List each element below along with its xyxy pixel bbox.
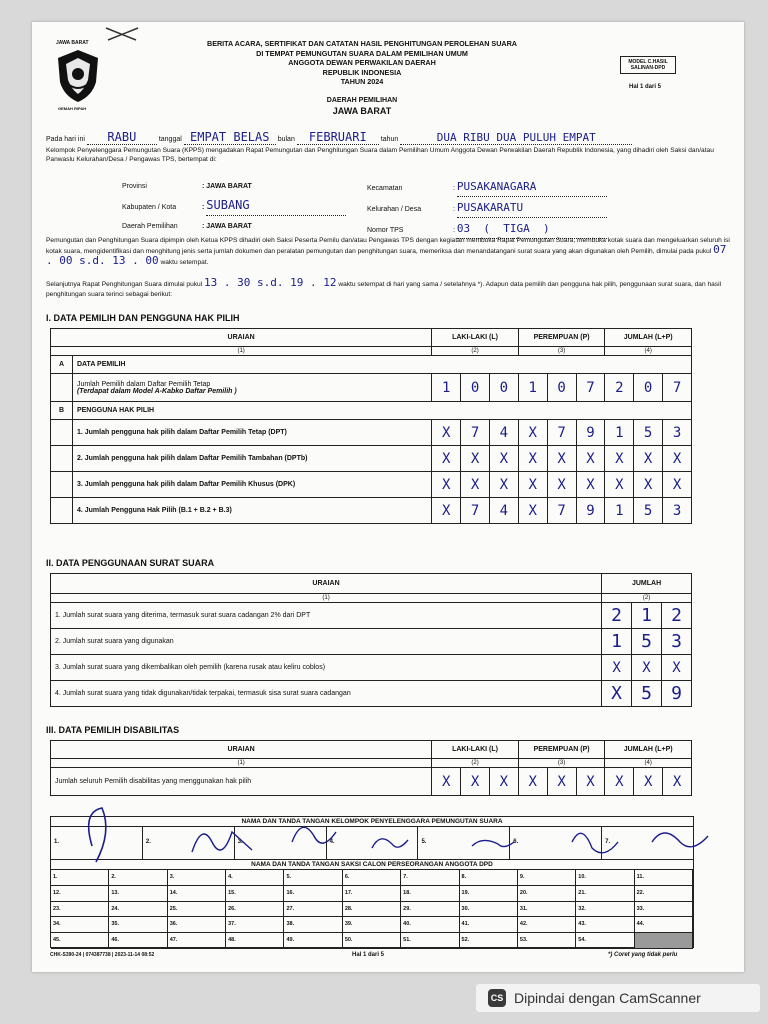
b3-digit: X bbox=[663, 472, 692, 498]
s2-row1-digit: 2 bbox=[662, 603, 692, 629]
saksi-number: 38. bbox=[286, 921, 295, 928]
saksi-cell bbox=[226, 917, 284, 933]
saksi-number: 43. bbox=[578, 921, 586, 928]
tps-value: 03 ( TIGA ) bbox=[457, 219, 607, 239]
b4-digit: 4 bbox=[489, 498, 518, 524]
saksi-cell bbox=[168, 870, 226, 886]
s2-row3-label: 3. Jumlah surat suara yang dikembalikan oleh pemilih (karena rusak atau keliru coblos) bbox=[51, 655, 602, 681]
s3-digit: X bbox=[547, 768, 576, 796]
saksi-number: 44. bbox=[636, 921, 645, 928]
saksi-cell bbox=[518, 902, 576, 918]
b2-digit: X bbox=[634, 446, 663, 472]
s1-b-label: B bbox=[51, 402, 73, 420]
document-header bbox=[182, 39, 542, 87]
saksi-number: 53. bbox=[519, 937, 528, 944]
saksi-cell bbox=[168, 886, 226, 902]
b4-digit: 1 bbox=[605, 498, 634, 524]
s3-digit: X bbox=[432, 768, 461, 796]
s3-uraian-header: URAIAN bbox=[51, 741, 432, 759]
saksi-number: 45. bbox=[53, 937, 61, 944]
footer-note: *) Coret yang tidak perlu bbox=[608, 952, 678, 958]
saksi-number: 26. bbox=[228, 905, 236, 912]
saksi-number: 25. bbox=[169, 905, 178, 912]
saksi-cell bbox=[401, 902, 459, 918]
b2-digit: X bbox=[547, 446, 576, 472]
s3-n1: (1) bbox=[51, 759, 432, 768]
saksi-cell bbox=[109, 933, 167, 949]
kelurahan-value: PUSAKARATU bbox=[457, 198, 607, 218]
saksi-number: 12. bbox=[53, 889, 61, 896]
b4-digit: 5 bbox=[634, 498, 663, 524]
s2-row4-label: 4. Jumlah surat suara yang tidak digunakan/tidak terpakai, termasuk sisa surat suara cadangan bbox=[51, 681, 602, 707]
dpt-total-digit: 0 bbox=[634, 374, 663, 402]
tahun-value: DUA RIBU DUA PULUH EMPAT bbox=[400, 131, 632, 145]
s3-digit: X bbox=[461, 768, 490, 796]
saksi-number: 11. bbox=[636, 874, 644, 880]
saksi-cell bbox=[401, 886, 459, 902]
b3-digit: X bbox=[576, 472, 605, 498]
saksi-cell bbox=[518, 870, 576, 886]
saksi-cell bbox=[635, 886, 693, 902]
s1-n4: (4) bbox=[605, 347, 692, 356]
header-line5: TAHUN 2024 bbox=[340, 77, 384, 86]
bulan-value: FEBRUARI bbox=[297, 130, 379, 145]
saksi-number: 3. bbox=[169, 874, 175, 880]
saksi-number: 31. bbox=[519, 905, 528, 912]
handwritten-cross-mark bbox=[102, 24, 142, 44]
s1-a-label: A bbox=[51, 356, 73, 374]
counting-text-a: Selanjutnya Rapat Penghitungan Suara dimulai pukul bbox=[46, 281, 203, 288]
tanggal-value: EMPAT BELAS bbox=[184, 130, 276, 145]
saksi-cell bbox=[401, 870, 459, 886]
saksi-cell bbox=[635, 933, 693, 949]
saksi-cell bbox=[460, 902, 518, 918]
b3-digit: X bbox=[489, 472, 518, 498]
s1-n2: (2) bbox=[432, 347, 519, 356]
b3-digit: X bbox=[432, 472, 461, 498]
b2-digit: X bbox=[518, 446, 547, 472]
kpps-number: 5. bbox=[421, 839, 427, 845]
s1-a-row1 bbox=[72, 374, 431, 402]
saksi-cell bbox=[343, 933, 401, 949]
s1-a-row1-sub: (Terdapat dalam Model A-Kabko Daftar Pemilih ) bbox=[76, 387, 237, 395]
s1-perempuan-header: PEREMPUAN (P) bbox=[518, 329, 605, 347]
b2-digit: X bbox=[489, 446, 518, 472]
saksi-number: 13. bbox=[111, 889, 120, 896]
s1-b-row2-label: 2. Jumlah pengguna hak pilih dalam Daftar Pemilih Tambahan (DPTb) bbox=[72, 446, 431, 472]
saksi-number: 39. bbox=[344, 921, 353, 928]
b1-digit: X bbox=[518, 420, 547, 446]
s3-n3: (3) bbox=[518, 759, 605, 768]
kpps-number: 4. bbox=[329, 839, 335, 845]
tps-label: Nomor TPS bbox=[367, 227, 404, 234]
section3-title: III. DATA PEMILIH DISABILITAS bbox=[46, 725, 180, 735]
provinsi-label: Provinsi bbox=[122, 183, 147, 190]
s3-digit: X bbox=[634, 768, 663, 796]
saksi-cell bbox=[284, 902, 342, 918]
kpps-number: 7. bbox=[605, 839, 611, 845]
kpps-number: 2. bbox=[145, 839, 151, 845]
b2-digit: X bbox=[605, 446, 634, 472]
saksi-number: 23. bbox=[53, 905, 61, 912]
s1-n1: (1) bbox=[51, 347, 432, 356]
saksi-title: NAMA DAN TANDA TANGAN SAKSI CALON PERSEORANGAN ANGGOTA DPD bbox=[51, 860, 693, 870]
saksi-cell bbox=[343, 917, 401, 933]
saksi-cell bbox=[284, 886, 342, 902]
s2-row2-digit: 3 bbox=[662, 629, 692, 655]
b4-digit: 7 bbox=[461, 498, 490, 524]
s2-row2-label: 2. Jumlah surat suara yang digunakan bbox=[51, 629, 602, 655]
s3-n2: (2) bbox=[432, 759, 519, 768]
saksi-number: 6. bbox=[344, 874, 350, 880]
waktu-setempat: waktu setempat. bbox=[160, 259, 209, 266]
kpps-signatures-scribble bbox=[52, 802, 712, 872]
dapil-value-loc: : JAWA BARAT bbox=[202, 223, 252, 230]
dpt-total-digit: 2 bbox=[605, 374, 634, 402]
b1-digit: 9 bbox=[576, 420, 605, 446]
saksi-number: 5. bbox=[286, 874, 292, 880]
bulan-label: bulan bbox=[277, 136, 295, 143]
saksi-number: 42. bbox=[519, 921, 528, 928]
procedure-paragraph bbox=[46, 236, 730, 267]
model-box bbox=[620, 56, 676, 74]
intro-date-line bbox=[46, 130, 736, 145]
saksi-cell bbox=[518, 933, 576, 949]
saksi-number: 51. bbox=[403, 937, 411, 944]
dapil-header bbox=[292, 95, 432, 117]
saksi-cell bbox=[226, 902, 284, 918]
saksi-number: 40. bbox=[403, 921, 411, 928]
s1-uraian-header: URAIAN bbox=[51, 329, 432, 347]
saksi-cell bbox=[284, 917, 342, 933]
header-line3: ANGGOTA DEWAN PERWAKILAN DAERAH bbox=[288, 58, 436, 67]
saksi-cell bbox=[576, 870, 634, 886]
kpps-number: 1. bbox=[54, 839, 60, 845]
header-line4: REPUBLIK INDONESIA bbox=[322, 67, 402, 77]
s2-n1: (1) bbox=[51, 594, 602, 603]
s1-a-row1-label: Jumlah Pemilih dalam Daftar Pemilih Tetap bbox=[76, 380, 211, 388]
saksi-cell bbox=[518, 917, 576, 933]
b3-digit: X bbox=[547, 472, 576, 498]
saksi-cell bbox=[168, 902, 226, 918]
s1-jumlah-header: JUMLAH (L+P) bbox=[605, 329, 692, 347]
saksi-cell bbox=[401, 933, 459, 949]
time-range-2: 13 . 30 s.d. 19 . 12 bbox=[204, 276, 337, 289]
s3-digit: X bbox=[576, 768, 605, 796]
saksi-cell bbox=[51, 933, 109, 949]
b4-digit: 3 bbox=[663, 498, 692, 524]
saksi-cell bbox=[635, 902, 693, 918]
section2-table bbox=[50, 573, 692, 707]
saksi-number: 37. bbox=[228, 921, 236, 928]
saksi-cell bbox=[518, 886, 576, 902]
saksi-number: 18. bbox=[403, 889, 411, 896]
dapil-label: DAERAH PEMILIHAN bbox=[326, 97, 398, 104]
saksi-cell bbox=[284, 933, 342, 949]
s3-laki-header: LAKI-LAKI (L) bbox=[432, 741, 519, 759]
saksi-number: 41. bbox=[461, 921, 470, 928]
b2-digit: X bbox=[576, 446, 605, 472]
b4-digit: X bbox=[518, 498, 547, 524]
saksi-number: 46. bbox=[111, 937, 120, 944]
saksi-number: 14. bbox=[169, 889, 178, 896]
kelurahan-label: Kelurahan / Desa bbox=[367, 206, 422, 213]
location-left: Provinsi : JAWA BARAT Kabupaten / Kota : SUBANG Daerah Pemilihan : JAWA BARAT bbox=[122, 177, 346, 236]
s3-digit: X bbox=[605, 768, 634, 796]
saksi-cell bbox=[460, 886, 518, 902]
s2-n2: (2) bbox=[602, 594, 692, 603]
saksi-number: 17. bbox=[344, 889, 353, 896]
s3-digit: X bbox=[663, 768, 692, 796]
saksi-number: 54. bbox=[578, 937, 586, 944]
footer-code: CHK-S390-24 | 074387738 | 2023-11-14 08:52 bbox=[50, 952, 155, 958]
footer-page: Hal 1 dari 5 bbox=[352, 952, 385, 958]
saksi-number: 36. bbox=[169, 921, 178, 928]
saksi-number: 10. bbox=[578, 874, 586, 880]
saksi-number: 35. bbox=[111, 921, 120, 928]
s2-uraian-header: URAIAN bbox=[51, 574, 602, 594]
s2-jumlah-header: JUMLAH bbox=[602, 574, 692, 594]
s3-jumlah-header: JUMLAH (L+P) bbox=[605, 741, 692, 759]
saksi-cell bbox=[284, 870, 342, 886]
model-line2: SALINAN-DPD bbox=[630, 65, 666, 71]
camscanner-logo-icon: CS bbox=[488, 989, 506, 1007]
saksi-number: 47. bbox=[169, 937, 178, 944]
kabkota-label: Kabupaten / Kota bbox=[122, 204, 177, 211]
saksi-number: 19. bbox=[461, 889, 470, 896]
s1-b-row1-label: 1. Jumlah pengguna hak pilih dalam Daftar Pemilih Tetap (DPT) bbox=[72, 420, 431, 446]
saksi-cell bbox=[576, 886, 634, 902]
kpps-number: 6. bbox=[513, 839, 519, 845]
saksi-number: 33. bbox=[636, 905, 645, 912]
saksi-cell bbox=[109, 870, 167, 886]
tanggal-label: tanggal bbox=[158, 136, 182, 143]
b4-digit: X bbox=[432, 498, 461, 524]
saksi-cell bbox=[343, 886, 401, 902]
dpt-total-digit: 7 bbox=[576, 374, 605, 402]
saksi-cell bbox=[460, 933, 518, 949]
saksi-cell bbox=[401, 917, 459, 933]
saksi-number: 28. bbox=[344, 905, 353, 912]
counting-text-b: waktu setempat di hari yang sama / setelahnya *). Adapun data pemilih dan pengguna hak pilih, penggunaan surat suara, dan hasil penghitungan suara terinci sebagai berikut: bbox=[46, 281, 722, 298]
section1-title: I. DATA PEMILIH DAN PENGGUNA HAK PILIH bbox=[46, 313, 240, 323]
saksi-cell bbox=[576, 902, 634, 918]
kpps-number: 3. bbox=[237, 839, 243, 845]
b1-digit: 3 bbox=[663, 420, 692, 446]
s1-n3: (3) bbox=[518, 347, 605, 356]
saksi-number: 50. bbox=[344, 937, 353, 944]
b1-digit: 7 bbox=[461, 420, 490, 446]
section3-table bbox=[50, 740, 692, 796]
crest-icon bbox=[54, 48, 102, 104]
saksi-cell bbox=[109, 917, 167, 933]
s2-row2-digit: 1 bbox=[602, 629, 632, 655]
dpt-total-digit: 0 bbox=[547, 374, 576, 402]
s3-digit: X bbox=[518, 768, 547, 796]
saksi-number: 1. bbox=[53, 874, 58, 880]
saksi-cell bbox=[109, 902, 167, 918]
dpt-total-digit: 1 bbox=[432, 374, 461, 402]
b4-digit: 7 bbox=[547, 498, 576, 524]
header-line2: DI TEMPAT PEMUNGUTAN SUARA DALAM PEMILIHAN UMUM bbox=[256, 48, 468, 58]
saksi-number: 27. bbox=[286, 905, 295, 912]
page-number-top: Hal 1 dari 5 bbox=[629, 84, 662, 90]
saksi-number: 49. bbox=[286, 937, 295, 944]
camscanner-text: Dipindai dengan CamScanner bbox=[514, 990, 701, 1006]
saksi-cell bbox=[576, 933, 634, 949]
saksi-number: 29. bbox=[403, 905, 411, 912]
provinsi-value: : JAWA BARAT bbox=[202, 183, 252, 190]
saksi-number: 30. bbox=[461, 905, 470, 912]
dpt-total-digit: 0 bbox=[489, 374, 518, 402]
b3-digit: X bbox=[634, 472, 663, 498]
b1-digit: 4 bbox=[489, 420, 518, 446]
saksi-grid bbox=[51, 870, 693, 949]
s2-row1-digit: 2 bbox=[602, 603, 632, 629]
s1-b-row4-label: 4. Jumlah Pengguna Hak Pilih (B.1 + B.2 + B.3) bbox=[72, 498, 431, 524]
saksi-number: 2. bbox=[111, 874, 116, 880]
saksi-cell bbox=[635, 917, 693, 933]
s3-n4: (4) bbox=[605, 759, 692, 768]
saksi-cell bbox=[226, 870, 284, 886]
section1-table bbox=[50, 328, 692, 524]
saksi-number: 4. bbox=[228, 874, 233, 880]
tahun-label: tahun bbox=[380, 136, 399, 143]
saksi-cell bbox=[635, 870, 693, 886]
s1-laki-header: LAKI-LAKI (L) bbox=[432, 329, 519, 347]
b1-digit: X bbox=[432, 420, 461, 446]
saksi-cell bbox=[51, 917, 109, 933]
procedure-text: Pemungutan dan Penghitungan Suara dipimpin oleh Ketua KPPS dihadiri oleh Saksi Peserta Pemilu dan/atau Pengawas TPS dengan kegiatan membuka Rapat Pemungutan Suara, membuka kotak suara dan mengeluarkan seluruh isi kotak suara, mengidentifikasi dan menghitung jenis serta jumlah dokumen dan peralatan pemungutan dan penghitungan suara, memeriksa dan menandatangani surat suara yang akan digunakan oleh Pemilih, dimulai pada pukul bbox=[46, 237, 730, 255]
saksi-number: 15. bbox=[228, 889, 236, 896]
s3-perempuan-header: PEREMPUAN (P) bbox=[518, 741, 605, 759]
saksi-number: 24. bbox=[111, 905, 120, 912]
saksi-cell bbox=[460, 870, 518, 886]
saksi-number: 20. bbox=[519, 889, 528, 896]
saksi-cell bbox=[343, 870, 401, 886]
saksi-number: 9. bbox=[519, 874, 525, 880]
saksi-cell bbox=[51, 886, 109, 902]
s2-row3-digit: X bbox=[662, 655, 692, 681]
b2-digit: X bbox=[461, 446, 490, 472]
s2-row3-digit: X bbox=[632, 655, 662, 681]
kpps-title: NAMA DAN TANDA TANGAN KELOMPOK PENYELENGGARA PEMUNGUTAN SUARA bbox=[51, 817, 693, 827]
dapil-label-loc: Daerah Pemilihan bbox=[122, 223, 178, 230]
counting-paragraph bbox=[46, 278, 730, 300]
dpt-total-digit: 7 bbox=[663, 374, 692, 402]
saksi-number: 34. bbox=[53, 921, 61, 928]
saksi-number: 7. bbox=[403, 874, 408, 880]
b1-digit: 5 bbox=[634, 420, 663, 446]
saksi-number: 22. bbox=[636, 889, 645, 896]
jawa-barat-logo bbox=[50, 40, 108, 120]
s3-digit: X bbox=[489, 768, 518, 796]
s2-row2-digit: 5 bbox=[632, 629, 662, 655]
b3-digit: X bbox=[518, 472, 547, 498]
kabkota-value: SUBANG bbox=[206, 196, 346, 216]
kecamatan-value: PUSAKANAGARA bbox=[457, 177, 607, 197]
s2-row1-label: 1. Jumlah surat suara yang diterima, termasuk surat suara cadangan 2% dari DPT bbox=[51, 603, 602, 629]
s1-b-title: PENGGUNA HAK PILIH bbox=[72, 402, 691, 420]
saksi-number: 52. bbox=[461, 937, 470, 944]
saksi-cell bbox=[109, 886, 167, 902]
section2-title: II. DATA PENGGUNAAN SURAT SUARA bbox=[46, 558, 215, 568]
logo-top-text: JAWA BARAT bbox=[56, 40, 89, 46]
dpt-total-digit: 0 bbox=[461, 374, 490, 402]
intro-paragraph: Kelompok Penyelenggara Pemungutan Suara (KPPS) mengadakan Rapat Pemungutan dan Penghitungan Suara dalam Pemilihan Umum Anggota Dewan Perwakilan Daerah Republik Indonesia, yang dihadiri oleh Saksi dan/atau Panwaslu Kelurahan/Desa / Pengawas TPS, bertempat di: bbox=[46, 147, 714, 163]
dpt-total-digit: 1 bbox=[518, 374, 547, 402]
saksi-cell bbox=[168, 933, 226, 949]
header-line1: BERITA ACARA, SERTIFIKAT DAN CATATAN HASIL PENGHITUNGAN PEROLEHAN SUARA bbox=[207, 39, 517, 48]
s2-row4-digit: X bbox=[602, 681, 632, 707]
s2-row1-digit: 1 bbox=[632, 603, 662, 629]
b1-digit: 7 bbox=[547, 420, 576, 446]
saksi-number: 32. bbox=[578, 905, 586, 912]
b2-digit: X bbox=[432, 446, 461, 472]
saksi-cell bbox=[343, 902, 401, 918]
hari-value: RABU bbox=[87, 130, 157, 145]
saksi-cell bbox=[51, 870, 109, 886]
b4-digit: 9 bbox=[576, 498, 605, 524]
saksi-cell bbox=[226, 886, 284, 902]
logo-bottom-text: GEMAH RIPAH bbox=[58, 106, 87, 111]
saksi-number: 8. bbox=[461, 874, 467, 880]
b3-digit: X bbox=[461, 472, 490, 498]
b2-digit: X bbox=[663, 446, 692, 472]
pada-hari-label: Pada hari ini bbox=[46, 136, 85, 143]
time-range-1: 07 . 00 s.d. 13 . 00 bbox=[46, 243, 727, 267]
location-right: Kecamatan : PUSAKANAGARA Kelurahan / Desa : PUSAKARATU Nomor TPS : 03 ( TIGA ) bbox=[367, 177, 607, 240]
saksi-cell bbox=[226, 933, 284, 949]
dapil-value: JAWA BARAT bbox=[332, 106, 392, 116]
s1-b-row3-label: 3. Jumlah pengguna hak pilih dalam Daftar Pemilih Khusus (DPK) bbox=[72, 472, 431, 498]
s1-a-title: DATA PEMILIH bbox=[72, 356, 691, 374]
saksi-cell bbox=[460, 917, 518, 933]
saksi-cell bbox=[51, 902, 109, 918]
s3-row-label: Jumlah seluruh Pemilih disabilitas yang menggunakan hak pilih bbox=[51, 768, 432, 796]
model-line1: MODEL C.HASIL bbox=[628, 59, 668, 65]
saksi-number: 48. bbox=[228, 937, 236, 944]
s2-row4-digit: 5 bbox=[632, 681, 662, 707]
s2-row3-digit: X bbox=[602, 655, 632, 681]
kecamatan-label: Kecamatan bbox=[367, 185, 403, 192]
s2-row4-digit: 9 bbox=[662, 681, 692, 707]
b1-digit: 1 bbox=[605, 420, 634, 446]
b3-digit: X bbox=[605, 472, 634, 498]
document-page bbox=[32, 22, 744, 972]
saksi-cell bbox=[576, 917, 634, 933]
saksi-cell bbox=[168, 917, 226, 933]
saksi-number: 16. bbox=[286, 889, 295, 896]
saksi-number: 21. bbox=[578, 889, 586, 896]
